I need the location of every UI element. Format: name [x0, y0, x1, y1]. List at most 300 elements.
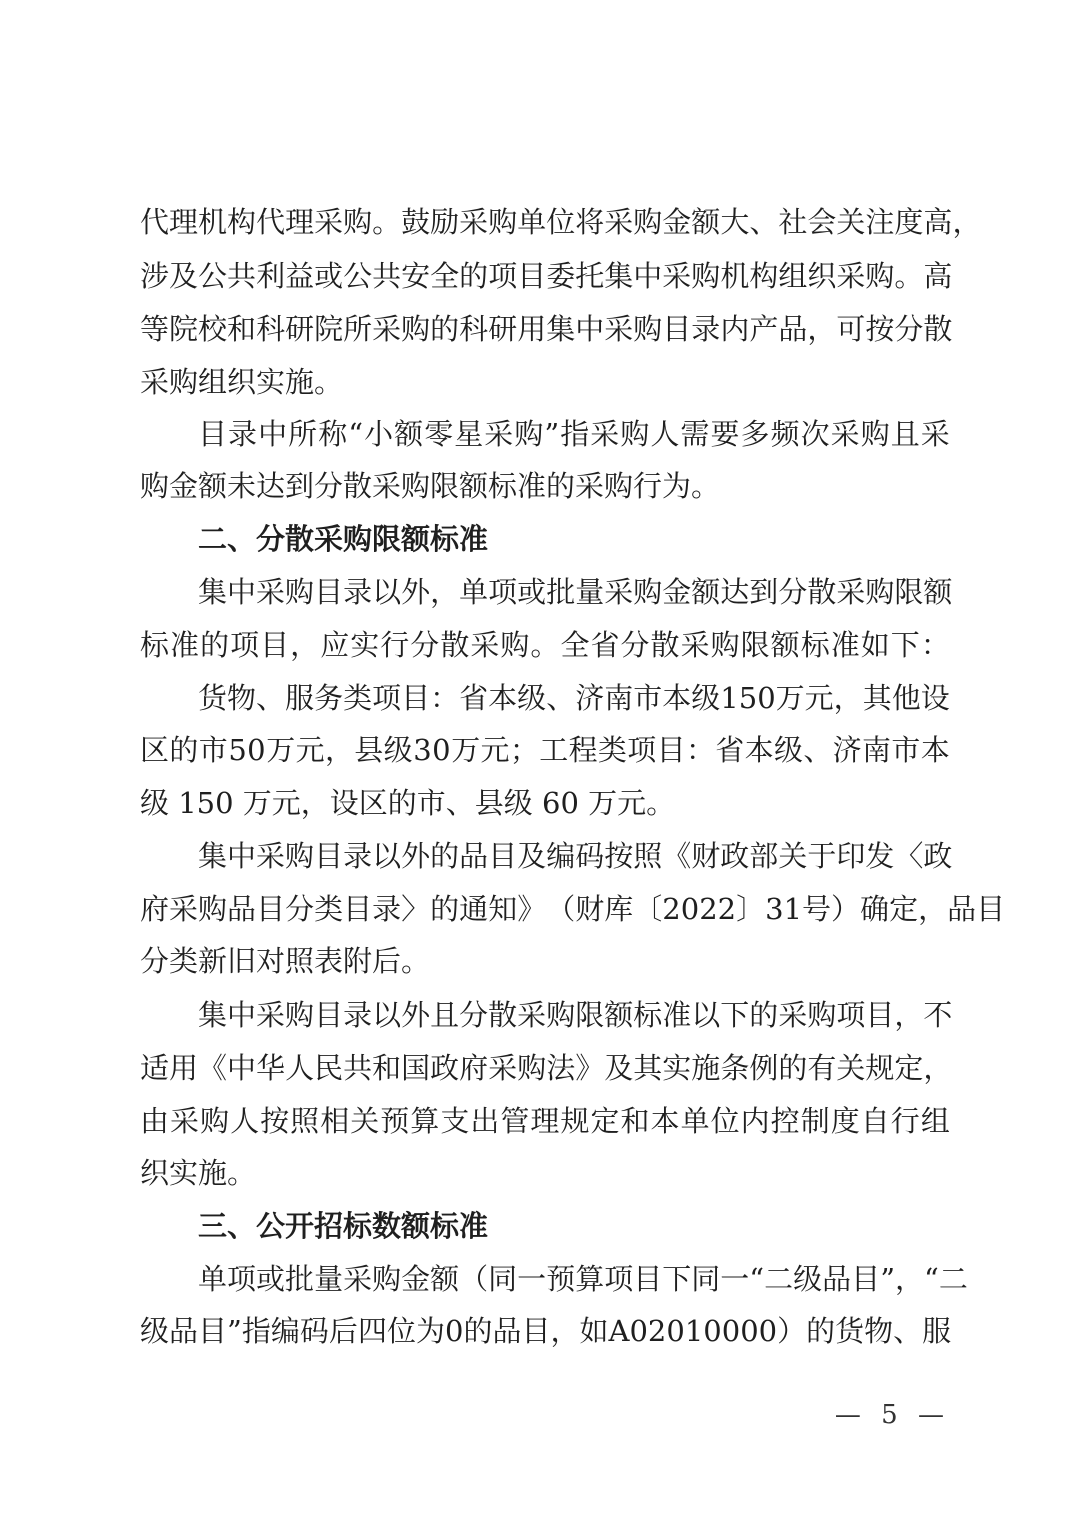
- glyph: ，: [550, 1314, 580, 1348]
- glyph: 全: [430, 259, 460, 293]
- glyph: 购: [343, 205, 373, 239]
- glyph: 购: [633, 312, 663, 346]
- glyph: 实: [350, 628, 380, 662]
- glyph: “: [749, 1262, 765, 1296]
- glyph: 0: [629, 1314, 648, 1348]
- glyph: 服: [922, 1314, 952, 1348]
- glyph: 后: [328, 1314, 358, 1348]
- glyph: 购: [710, 628, 740, 662]
- glyph: 、: [749, 205, 779, 239]
- paragraph-line: 级 150 万元，设区的市、县级 60 万元。: [140, 786, 676, 820]
- glyph: 程: [568, 733, 598, 767]
- glyph: 关: [778, 839, 808, 873]
- glyph: 项: [488, 259, 518, 293]
- glyph: 共: [372, 259, 402, 293]
- glyph: 目: [198, 1314, 228, 1348]
- glyph: 元: [295, 733, 325, 767]
- glyph: 行: [380, 628, 410, 662]
- glyph: 中: [227, 998, 257, 1032]
- glyph: 物: [864, 1314, 894, 1348]
- glyph: 本: [650, 1104, 680, 1138]
- glyph: 县: [354, 733, 384, 767]
- glyph: 码: [575, 839, 605, 873]
- glyph: 单: [517, 205, 547, 239]
- glyph: 共: [343, 1051, 373, 1085]
- glyph: 目: [633, 1262, 663, 1296]
- glyph: ）: [831, 892, 861, 926]
- glyph: 分: [410, 628, 440, 662]
- glyph: 目: [256, 892, 286, 926]
- glyph: 位: [546, 205, 576, 239]
- glyph: 科: [459, 312, 489, 346]
- glyph: ：: [920, 628, 950, 662]
- glyph: 本: [488, 681, 518, 715]
- glyph: 度: [894, 205, 924, 239]
- glyph: 分: [620, 628, 650, 662]
- glyph: 采: [256, 575, 286, 609]
- glyph: 0: [758, 1314, 778, 1348]
- glyph: 级: [793, 1262, 823, 1296]
- glyph: 下: [890, 628, 920, 662]
- glyph: “: [348, 417, 364, 451]
- paragraph-line: 购金额未达到分散采购限额标准的采购行为。: [140, 469, 721, 503]
- glyph: 购: [198, 892, 228, 926]
- glyph: 项: [227, 1262, 257, 1296]
- glyph: 0: [680, 892, 700, 926]
- glyph: 〕: [736, 892, 766, 926]
- glyph: 集: [604, 259, 634, 293]
- glyph: 国: [401, 1051, 431, 1085]
- glyph: 关: [836, 1051, 866, 1085]
- glyph: 准: [830, 628, 860, 662]
- glyph: 2: [647, 1314, 667, 1348]
- glyph: 购: [546, 998, 576, 1032]
- glyph: 品: [459, 839, 489, 873]
- glyph: 公: [343, 259, 373, 293]
- glyph: 政: [430, 1051, 460, 1085]
- glyph: 理: [530, 1104, 560, 1138]
- glyph: 算: [410, 1104, 440, 1138]
- glyph: 励: [430, 205, 460, 239]
- glyph: 市: [891, 733, 921, 767]
- glyph: 采: [256, 839, 286, 873]
- glyph: ”: [544, 417, 560, 451]
- glyph: 额: [691, 575, 721, 609]
- glyph: 华: [256, 1051, 286, 1085]
- glyph: 规: [865, 1051, 895, 1085]
- glyph: 2: [699, 892, 718, 926]
- glyph: 共: [227, 259, 257, 293]
- glyph: 构: [749, 259, 779, 293]
- glyph: 相: [320, 1104, 350, 1138]
- glyph: 二: [764, 1262, 794, 1296]
- glyph: 准: [662, 998, 692, 1032]
- glyph: 小: [364, 417, 394, 451]
- glyph: 且: [890, 417, 920, 451]
- glyph: 全: [560, 628, 590, 662]
- glyph: ，: [324, 733, 354, 767]
- glyph: 、: [893, 1314, 923, 1348]
- glyph: 级: [383, 733, 413, 767]
- paragraph-line: [140, 1101, 950, 1141]
- glyph: 及: [517, 839, 547, 873]
- glyph: 限: [740, 628, 770, 662]
- glyph: 省: [459, 681, 489, 715]
- glyph: 的: [200, 628, 230, 662]
- glyph: 采: [488, 1051, 518, 1085]
- glyph: 〈: [894, 839, 924, 873]
- glyph: 目: [517, 259, 547, 293]
- glyph: 0: [721, 1314, 741, 1348]
- glyph: 元: [804, 681, 834, 715]
- glyph: ：: [430, 681, 460, 715]
- glyph: ”: [227, 1314, 242, 1348]
- glyph: 的: [430, 892, 460, 926]
- glyph: 采: [372, 312, 402, 346]
- glyph: 务: [314, 681, 344, 715]
- glyph: 量: [314, 1262, 344, 1296]
- glyph: 品: [169, 1314, 199, 1348]
- paragraph-line: [198, 1259, 968, 1299]
- paragraph-line: [140, 1048, 953, 1088]
- glyph: 货: [835, 1314, 865, 1348]
- glyph: 集: [198, 575, 228, 609]
- glyph: 批: [546, 575, 576, 609]
- glyph: 制: [800, 1104, 830, 1138]
- glyph: 市: [198, 733, 228, 767]
- glyph: 项: [627, 733, 657, 767]
- glyph: 府: [459, 1051, 489, 1085]
- glyph: 外: [401, 998, 431, 1032]
- glyph: 济: [832, 733, 862, 767]
- glyph: 采: [604, 575, 634, 609]
- glyph: 社: [778, 205, 808, 239]
- glyph: 按: [260, 1104, 290, 1138]
- glyph: 星: [454, 417, 484, 451]
- glyph: 中: [227, 839, 257, 873]
- glyph: 《: [662, 839, 692, 873]
- glyph: 实: [662, 1051, 692, 1085]
- glyph: 类: [343, 681, 373, 715]
- glyph: 所: [343, 312, 373, 346]
- paragraph-line: [140, 309, 953, 349]
- glyph: 行: [890, 1104, 920, 1138]
- glyph: ，: [918, 892, 948, 926]
- glyph: 公: [198, 259, 228, 293]
- glyph: 内: [740, 1104, 770, 1138]
- glyph: 要: [710, 417, 740, 451]
- glyph: 采: [836, 575, 866, 609]
- glyph: 照: [290, 1104, 320, 1138]
- glyph: 录: [343, 998, 373, 1032]
- glyph: 标: [800, 628, 830, 662]
- glyph: 按: [604, 839, 634, 873]
- glyph: 〉: [401, 892, 431, 926]
- glyph: 采: [343, 1262, 373, 1296]
- glyph: 位: [710, 1104, 740, 1138]
- glyph: 2: [662, 892, 681, 926]
- glyph: 安: [401, 259, 431, 293]
- glyph: 印: [836, 839, 866, 873]
- glyph: A: [608, 1314, 630, 1348]
- glyph: 和: [620, 1104, 650, 1138]
- glyph: 府: [140, 892, 170, 926]
- glyph: 鼓: [401, 205, 431, 239]
- glyph: 中: [227, 575, 257, 609]
- glyph: 他: [891, 681, 921, 715]
- glyph: 指: [241, 1314, 271, 1348]
- glyph: 品: [822, 1262, 852, 1296]
- paragraph-line: [198, 572, 953, 612]
- glyph: 分: [894, 312, 924, 346]
- glyph: 额: [430, 1262, 460, 1296]
- glyph: 代: [140, 205, 170, 239]
- glyph: 频: [770, 417, 800, 451]
- glyph: 和: [372, 1051, 402, 1085]
- glyph: 集: [198, 998, 228, 1032]
- glyph: 1: [783, 892, 803, 926]
- glyph: 类: [314, 892, 344, 926]
- glyph: ，: [430, 575, 460, 609]
- glyph: 项: [372, 681, 402, 715]
- glyph: 金: [662, 205, 692, 239]
- glyph: 0: [666, 1314, 685, 1348]
- glyph: 代: [256, 205, 286, 239]
- glyph: 、: [546, 681, 576, 715]
- glyph: 管: [500, 1104, 530, 1138]
- glyph: 南: [604, 681, 634, 715]
- glyph: 品: [947, 892, 977, 926]
- glyph: “: [924, 1262, 939, 1296]
- glyph: 构: [227, 205, 257, 239]
- glyph: 目: [521, 1314, 551, 1348]
- glyph: 品: [778, 312, 808, 346]
- glyph: 财: [575, 892, 605, 926]
- glyph: 编: [546, 839, 576, 873]
- glyph: 南: [862, 733, 892, 767]
- glyph: 注: [865, 205, 895, 239]
- glyph: 和: [227, 312, 257, 346]
- glyph: 分: [778, 575, 808, 609]
- glyph: 采: [170, 1104, 200, 1138]
- glyph: 项: [230, 628, 260, 662]
- glyph: 院: [169, 312, 199, 346]
- glyph: 码: [299, 1314, 329, 1348]
- glyph: 目: [656, 733, 686, 767]
- glyph: 采: [778, 998, 808, 1032]
- glyph: 3: [413, 733, 432, 767]
- glyph: 元: [480, 733, 510, 767]
- glyph: 的: [430, 312, 460, 346]
- glyph: 其: [633, 1051, 663, 1085]
- glyph: 散: [650, 628, 680, 662]
- glyph: 购: [865, 259, 895, 293]
- glyph: 中: [633, 259, 663, 293]
- glyph: 预: [546, 1262, 576, 1296]
- glyph: 其: [862, 681, 892, 715]
- glyph: 单: [198, 1262, 228, 1296]
- glyph: 购: [620, 417, 650, 451]
- glyph: 采: [169, 892, 199, 926]
- glyph: 采: [484, 417, 514, 451]
- glyph: 如: [579, 1314, 609, 1348]
- glyph: 将: [575, 205, 605, 239]
- glyph: ，: [833, 681, 863, 715]
- glyph: ，: [807, 312, 837, 346]
- glyph: 采: [830, 417, 860, 451]
- glyph: 0: [247, 733, 266, 767]
- glyph: 物: [227, 681, 257, 715]
- glyph: 限: [894, 575, 924, 609]
- glyph: 以: [691, 998, 721, 1032]
- glyph: 位: [386, 1314, 416, 1348]
- glyph: 人: [285, 1051, 315, 1085]
- glyph: 级: [140, 1314, 170, 1348]
- glyph: 单: [459, 575, 489, 609]
- glyph: 益: [285, 259, 315, 293]
- glyph: 采: [470, 628, 500, 662]
- glyph: 一: [517, 1262, 547, 1296]
- glyph: 的: [430, 839, 460, 873]
- glyph: 目: [314, 998, 344, 1032]
- glyph: 不: [923, 998, 953, 1032]
- glyph: ）: [777, 1314, 807, 1348]
- glyph: 自: [860, 1104, 890, 1138]
- glyph: 项: [836, 998, 866, 1032]
- glyph: 标: [633, 998, 663, 1032]
- glyph: 应: [320, 628, 350, 662]
- glyph: 本: [920, 733, 950, 767]
- glyph: 购: [488, 205, 518, 239]
- glyph: 准: [170, 628, 200, 662]
- glyph: 控: [770, 1104, 800, 1138]
- glyph: 5: [738, 681, 758, 715]
- glyph: 区: [140, 733, 170, 767]
- glyph: 类: [597, 733, 627, 767]
- glyph: 关: [350, 1104, 380, 1138]
- glyph: 品: [492, 1314, 522, 1348]
- glyph: 》: [517, 892, 547, 926]
- glyph: 理: [285, 205, 315, 239]
- glyph: 按: [865, 312, 895, 346]
- glyph: 额: [770, 628, 800, 662]
- paragraph-line: [198, 836, 953, 876]
- glyph: 目: [198, 417, 228, 451]
- glyph: 机: [720, 259, 750, 293]
- glyph: 委: [546, 259, 576, 293]
- paragraph-line: 分类新旧对照表附后。: [140, 944, 431, 978]
- glyph: 的: [459, 259, 489, 293]
- glyph: 大: [720, 205, 750, 239]
- glyph: 支: [440, 1104, 470, 1138]
- glyph: 政: [923, 839, 953, 873]
- glyph: 托: [575, 259, 605, 293]
- glyph: 购: [514, 417, 544, 451]
- glyph: 。: [530, 628, 560, 662]
- glyph: 市: [633, 681, 663, 715]
- glyph: 人: [650, 417, 680, 451]
- glyph: 5: [228, 733, 247, 767]
- glyph: 省: [715, 733, 745, 767]
- paragraph-line: [140, 625, 950, 665]
- glyph: 目: [488, 839, 518, 873]
- glyph: 金: [401, 1262, 431, 1296]
- glyph: 采: [604, 205, 634, 239]
- glyph: 校: [198, 312, 228, 346]
- glyph: 》: [575, 1051, 605, 1085]
- glyph: 目: [314, 839, 344, 873]
- glyph: 购: [807, 998, 837, 1032]
- page-number: — 5 —: [834, 1400, 950, 1430]
- glyph: 目: [314, 575, 344, 609]
- glyph: 的: [463, 1314, 493, 1348]
- glyph: 工: [539, 733, 569, 767]
- glyph: 目: [401, 681, 431, 715]
- glyph: （: [546, 892, 576, 926]
- glyph: 集: [198, 839, 228, 873]
- glyph: 度: [830, 1104, 860, 1138]
- glyph: 知: [488, 892, 518, 926]
- glyph: 涉: [140, 259, 170, 293]
- glyph: 。: [372, 205, 402, 239]
- glyph: 照: [633, 839, 663, 873]
- glyph: 散: [488, 998, 518, 1032]
- glyph: 同: [691, 1262, 721, 1296]
- glyph: 用: [169, 1051, 199, 1085]
- glyph: 库: [604, 892, 634, 926]
- glyph: 目: [851, 1262, 881, 1296]
- glyph: 采: [590, 417, 620, 451]
- glyph: 出: [470, 1104, 500, 1138]
- glyph: ，: [952, 205, 982, 239]
- glyph: 目: [976, 892, 1006, 926]
- glyph: 外: [401, 575, 431, 609]
- glyph: 散: [807, 575, 837, 609]
- glyph: 批: [285, 1262, 315, 1296]
- glyph: 万: [266, 733, 296, 767]
- glyph: 0: [444, 1314, 464, 1348]
- glyph: 采: [256, 998, 286, 1032]
- glyph: 科: [256, 312, 286, 346]
- glyph: 目: [865, 998, 895, 1032]
- glyph: 本: [662, 681, 692, 715]
- glyph: 适: [140, 1051, 170, 1085]
- glyph: 达: [720, 575, 750, 609]
- glyph: 机: [198, 205, 228, 239]
- glyph: 购: [285, 575, 315, 609]
- glyph: 确: [860, 892, 890, 926]
- glyph: 中: [227, 1051, 257, 1085]
- glyph: 录: [343, 839, 373, 873]
- glyph: 定: [590, 1104, 620, 1138]
- glyph: 货: [198, 681, 228, 715]
- glyph: 购: [517, 1051, 547, 1085]
- glyph: 标: [140, 628, 170, 662]
- glyph: 院: [314, 312, 344, 346]
- glyph: 算: [575, 1262, 605, 1296]
- glyph: 或: [256, 1262, 286, 1296]
- glyph: 外: [401, 839, 431, 873]
- glyph: 录: [691, 312, 721, 346]
- glyph: 所: [288, 417, 318, 451]
- paragraph-line: 织实施。: [140, 1156, 257, 1190]
- glyph: 发: [865, 839, 895, 873]
- paragraph-line: [198, 414, 950, 454]
- glyph: 集: [546, 312, 576, 346]
- glyph: 购: [200, 1104, 230, 1138]
- glyph: ，: [894, 998, 924, 1032]
- glyph: 下: [662, 1262, 692, 1296]
